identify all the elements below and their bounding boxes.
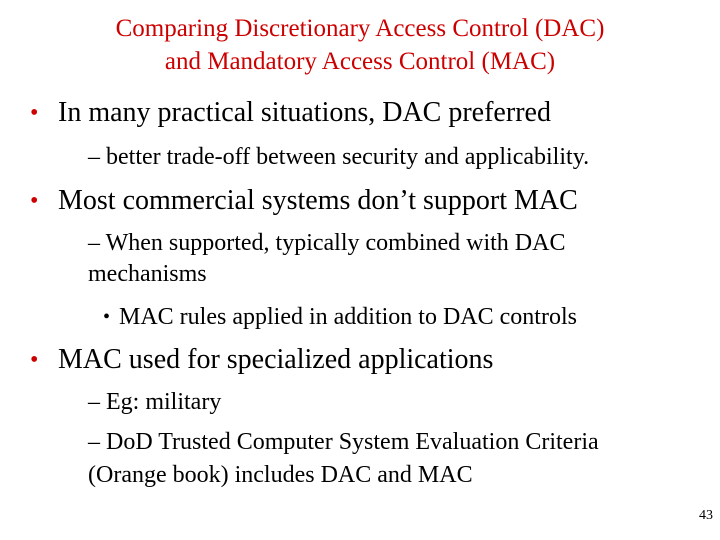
bullet-2-text: Most commercial systems don’t support MAC bbox=[58, 185, 578, 216]
bullet-3 bbox=[30, 344, 494, 376]
bullet-1-marker: • bbox=[30, 100, 39, 126]
bullet-1 bbox=[30, 97, 551, 129]
bullet-3-sub-2-continued: (Orange book) includes DAC and MAC bbox=[88, 462, 473, 488]
bullet-3-marker: • bbox=[30, 347, 39, 373]
bullet-2 bbox=[30, 185, 578, 217]
page-number: 43 bbox=[699, 508, 713, 523]
bullet-2-subsub-1-text: MAC rules applied in addition to DAC controls bbox=[119, 304, 577, 330]
bullet-1-text: In many practical situations, DAC preferred bbox=[58, 97, 551, 128]
bullet-2-subsub-1-marker: • bbox=[103, 306, 111, 328]
bullet-2-sub-1: – When supported, typically combined with DAC bbox=[88, 230, 566, 256]
bullet-2-subsub-1 bbox=[103, 302, 577, 332]
bullet-1-sub-1: – better trade-off between security and applicability. bbox=[88, 144, 590, 170]
slide-title bbox=[60, 12, 660, 78]
bullet-2-marker: • bbox=[30, 188, 39, 214]
bullet-3-sub-2: – DoD Trusted Computer System Evaluation Criteria bbox=[88, 429, 599, 455]
bullet-3-sub-1: – Eg: military bbox=[88, 389, 222, 415]
slide-title-line-1: Comparing Discretionary Access Control (DAC) bbox=[115, 15, 605, 42]
slide-title-line-2: and Mandatory Access Control (MAC) bbox=[164, 48, 556, 75]
bullet-2-sub-1-continued: mechanisms bbox=[88, 261, 207, 287]
bullet-3-text: MAC used for specialized applications bbox=[58, 344, 494, 375]
